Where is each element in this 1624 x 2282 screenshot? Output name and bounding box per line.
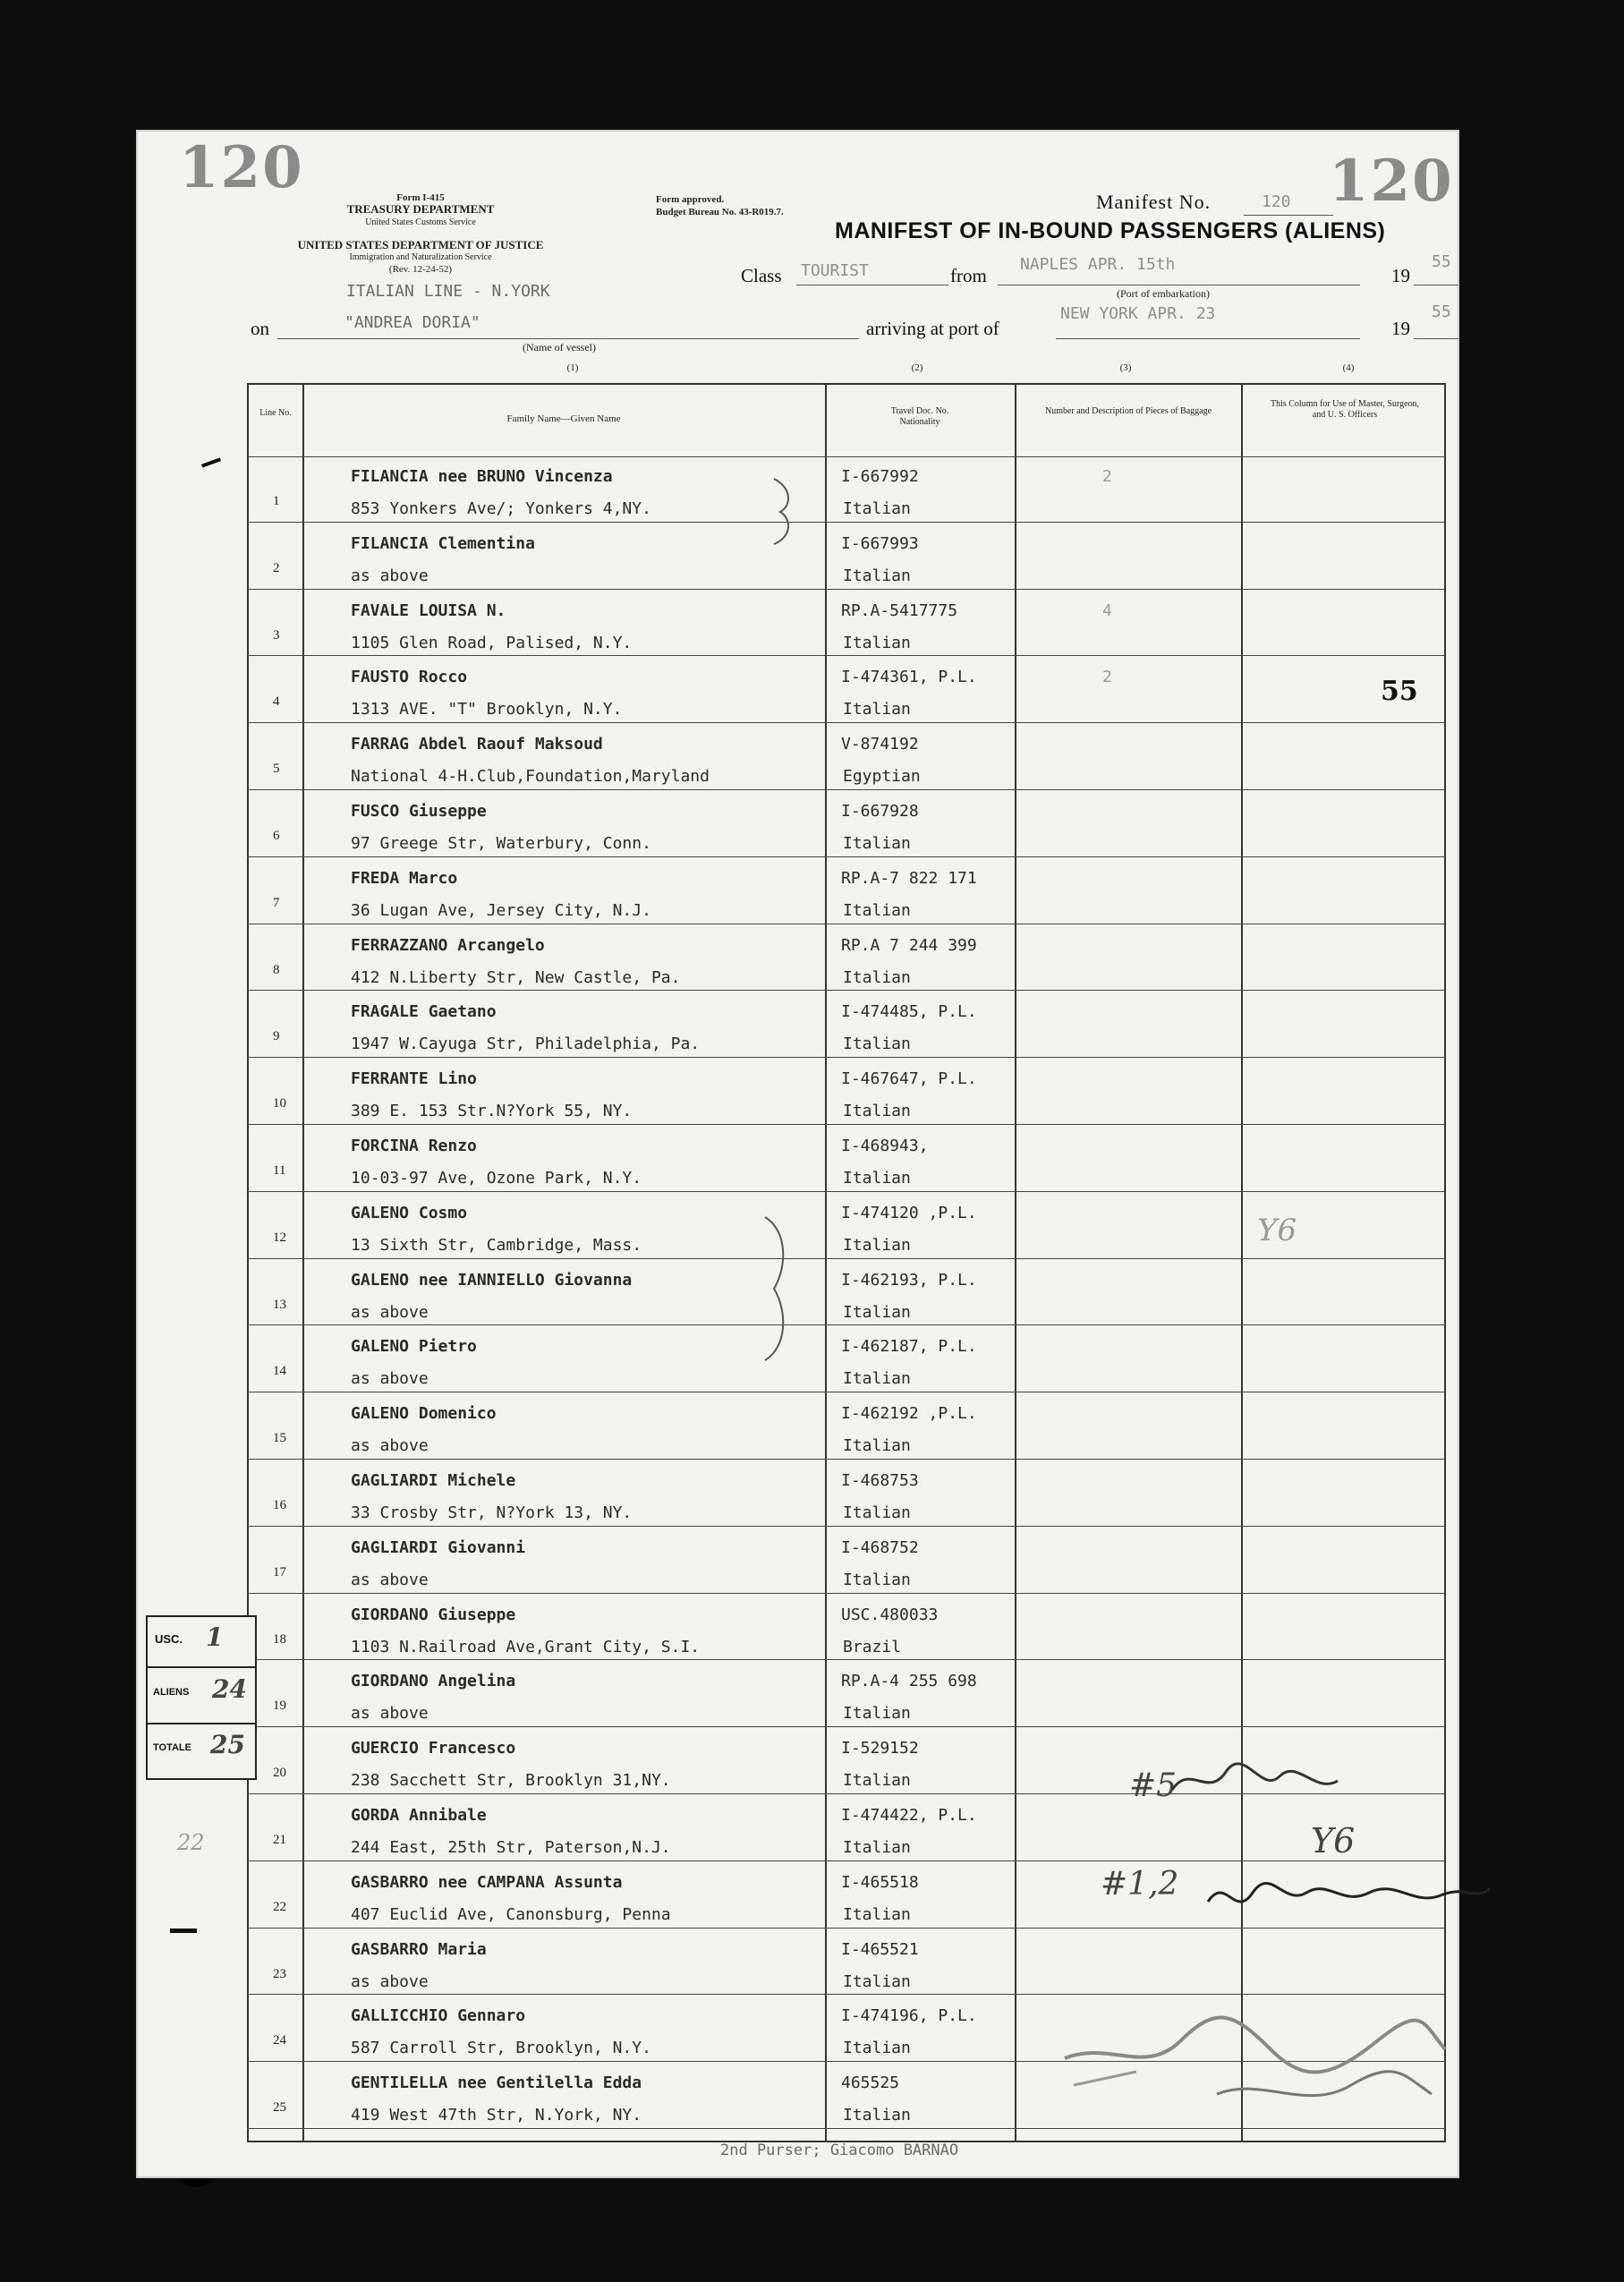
revision: (Rev. 12-24-52) xyxy=(388,264,453,275)
nationality: Italian xyxy=(843,967,911,987)
passenger-name: GALLICCHIO Gennaro xyxy=(351,2006,526,2026)
passenger-name: GASBARRO nee CAMPANA Assunta xyxy=(351,1872,623,1892)
travel-doc-no: I-667993 xyxy=(841,533,919,553)
passenger-address: 853 Yonkers Ave/; Yonkers 4,NY. xyxy=(351,499,651,518)
travel-doc-no: USC.480033 xyxy=(841,1605,939,1624)
passenger-address: National 4-H.Club,Foundation,Maryland xyxy=(351,767,710,787)
line-number: 8 xyxy=(273,962,280,977)
passenger-address: 13 Sixth Str, Cambridge, Mass. xyxy=(351,1235,642,1255)
nationality: Italian xyxy=(843,1102,911,1121)
budget-bureau: Budget Bureau No. 43-R019.7. xyxy=(656,207,784,217)
shipping-line: ITALIAN LINE - N.YORK xyxy=(346,282,550,301)
bracket-mark xyxy=(769,474,796,546)
year-prefix-from: 19 xyxy=(1391,265,1410,286)
nationality: Egyptian xyxy=(843,767,921,787)
col-header-line-no: Line No. xyxy=(259,408,292,418)
col-divider xyxy=(825,385,827,2141)
nationality: Italian xyxy=(843,1302,911,1322)
travel-doc-no: I-529152 xyxy=(841,1739,919,1758)
row-divider xyxy=(247,1191,1444,1192)
passenger-address: 1313 AVE. "T" Brooklyn, N.Y. xyxy=(351,700,623,720)
from-value: NAPLES APR. 15th xyxy=(1020,255,1176,274)
passenger-address: 407 Euclid Ave, Canonsburg, Penna xyxy=(351,1904,671,1924)
row-divider xyxy=(247,1726,1444,1727)
tally-divider xyxy=(148,1723,255,1724)
note-annotation: #5 xyxy=(1129,1767,1178,1804)
page-title: MANIFEST OF IN-BOUND PASSENGERS (ALIENS) xyxy=(835,218,1386,243)
col-num-3: (3) xyxy=(1119,362,1132,373)
travel-doc-no: I-462187, P.L. xyxy=(841,1337,977,1357)
nationality: Italian xyxy=(843,1838,911,1857)
vessel-line xyxy=(277,338,859,339)
tally-usc-label: USC. xyxy=(155,1632,183,1646)
travel-doc-no: I-474361, P.L. xyxy=(841,668,977,687)
purser-name: 2nd Purser; Giacomo BARNAO xyxy=(720,2142,959,2159)
nationality: Italian xyxy=(843,499,911,518)
tally-usc-value: 1 xyxy=(206,1622,224,1652)
passenger-address: 244 East, 25th Str, Paterson,N.J. xyxy=(351,1838,671,1857)
tally-totale-label: TOTALE xyxy=(153,1742,191,1753)
travel-doc-no: I-667928 xyxy=(841,802,919,821)
line-number: 7 xyxy=(273,895,280,910)
nationality: Italian xyxy=(843,834,911,853)
nationality: Italian xyxy=(843,900,911,920)
row-divider xyxy=(247,1057,1444,1058)
nationality: Italian xyxy=(843,1704,911,1724)
nationality: Italian xyxy=(843,1235,911,1255)
passenger-name: FARRAG Abdel Raouf Maksoud xyxy=(351,735,603,754)
line-number: 10 xyxy=(273,1096,286,1111)
from-label: from xyxy=(950,265,987,286)
passenger-address: as above xyxy=(351,1570,429,1589)
col-header-travel: Travel Doc. No. Nationality xyxy=(890,406,949,427)
line-number: 3 xyxy=(273,627,280,643)
passenger-name: GAGLIARDI Giovanni xyxy=(351,1537,526,1557)
passenger-name: FAUSTO Rocco xyxy=(351,668,468,687)
row-divider xyxy=(247,1459,1444,1460)
nationality: Italian xyxy=(843,700,911,720)
signature-scribble xyxy=(1199,1870,1494,1924)
passenger-name: GIORDANO Giuseppe xyxy=(351,1605,516,1624)
passenger-name: FORCINA Renzo xyxy=(351,1137,477,1155)
passenger-name: FREDA Marco xyxy=(351,868,458,888)
passenger-address: as above xyxy=(351,1704,429,1724)
line-number: 20 xyxy=(273,1766,286,1781)
justice-dept: UNITED STATES DEPARTMENT OF JUSTICE xyxy=(297,238,544,251)
passenger-address: as above xyxy=(351,1971,429,1991)
row-divider xyxy=(247,1928,1444,1929)
baggage-count: 2 xyxy=(1102,467,1112,486)
line-number: 2 xyxy=(273,560,280,575)
line-number: 4 xyxy=(273,694,280,710)
nationality: Italian xyxy=(843,1369,911,1389)
port-embark-caption: (Port of embarkation) xyxy=(1117,287,1210,300)
line-number: 15 xyxy=(273,1431,286,1446)
travel-doc-no: I-474422, P.L. xyxy=(841,1806,977,1825)
manifest-no-value: 120 xyxy=(1262,192,1291,211)
passenger-address: 1947 W.Cayuga Str, Philadelphia, Pa. xyxy=(351,1035,701,1054)
nationality: Italian xyxy=(843,1771,911,1791)
row-divider xyxy=(247,722,1444,723)
row-divider xyxy=(247,589,1444,590)
line-number: 25 xyxy=(273,2100,286,2116)
passenger-address: as above xyxy=(351,1369,429,1389)
year-from: 55 xyxy=(1432,252,1451,271)
travel-doc-no: RP.A 7 244 399 xyxy=(841,935,977,955)
baggage-count: 4 xyxy=(1102,600,1112,620)
passenger-address: 412 N.Liberty Str, New Castle, Pa. xyxy=(351,967,681,987)
nationality: Italian xyxy=(843,1436,911,1456)
col-header-baggage: Number and Description of Pieces of Baggage xyxy=(1044,406,1212,416)
passenger-address: 587 Carroll Str, Brooklyn, N.Y. xyxy=(351,2039,651,2058)
line-number: 13 xyxy=(273,1297,286,1312)
passenger-name: FAVALE LOUISA N. xyxy=(351,600,506,620)
passenger-address: as above xyxy=(351,1302,429,1322)
line-number: 12 xyxy=(273,1230,286,1245)
vessel-name: "ANDREA DORIA" xyxy=(344,313,480,332)
col-header-name: Family Name—Given Name xyxy=(506,413,621,424)
line-number: 6 xyxy=(273,829,280,843)
travel-doc-no: I-462193, P.L. xyxy=(841,1270,977,1290)
line-number: 9 xyxy=(273,1029,280,1044)
row-divider xyxy=(247,1659,1444,1660)
nationality: Italian xyxy=(843,2106,911,2125)
line-number: 18 xyxy=(273,1631,286,1647)
col-header-officers: This Column for Use of Master, Surgeon, and U. S. Officers xyxy=(1270,399,1420,420)
nationality: Italian xyxy=(843,2039,911,2058)
travel-doc-no: V-874192 xyxy=(841,735,919,754)
passenger-address: 238 Sacchett Str, Brooklyn 31,NY. xyxy=(351,1771,671,1791)
passenger-name: FUSCO Giuseppe xyxy=(351,802,487,821)
row-divider xyxy=(247,1258,1444,1259)
ins-service: Immigration and Naturalization Service xyxy=(349,252,492,262)
passenger-name: GASBARRO Maria xyxy=(351,1939,487,1959)
arriving-label: arriving at port of xyxy=(866,318,999,339)
customs-service: United States Customs Service xyxy=(365,217,476,227)
header-divider xyxy=(249,456,1444,457)
passenger-address: 33 Crosby Str, N?York 13, NY. xyxy=(351,1503,633,1522)
row-divider xyxy=(247,1593,1444,1594)
line-number: 19 xyxy=(273,1699,286,1714)
passenger-name: GORDA Annibale xyxy=(351,1806,487,1825)
nationality: Italian xyxy=(843,1971,911,1991)
travel-doc-no: I-467647, P.L. xyxy=(841,1069,977,1089)
row-divider xyxy=(247,1526,1444,1527)
manifest-no-label: Manifest No. xyxy=(1096,191,1212,213)
travel-doc-no: I-474196, P.L. xyxy=(841,2006,977,2026)
nationality: Italian xyxy=(843,1035,911,1054)
travel-doc-no: I-462192 ,P.L. xyxy=(841,1404,977,1424)
form-number: Form I-415 xyxy=(396,192,445,203)
passenger-address: 36 Lugan Ave, Jersey City, N.J. xyxy=(351,900,651,920)
nationality: Italian xyxy=(843,1503,911,1522)
arriving-line xyxy=(1056,338,1360,339)
on-label: on xyxy=(251,318,269,339)
line-number: 5 xyxy=(273,762,280,777)
passenger-name: GALENO nee IANNIELLO Giovanna xyxy=(351,1270,633,1290)
tally-divider xyxy=(148,1666,255,1668)
travel-doc-no: I-468753 xyxy=(841,1471,919,1490)
passenger-address: 10-03-97 Ave, Ozone Park, N.Y. xyxy=(351,1169,642,1188)
line-number: 16 xyxy=(273,1498,286,1512)
passenger-address: 1105 Glen Road, Palised, N.Y. xyxy=(351,633,633,652)
line-number: 22 xyxy=(273,1899,286,1914)
year-prefix-arrive: 19 xyxy=(1391,318,1410,339)
year-arrive: 55 xyxy=(1432,302,1451,321)
passenger-name: GAGLIARDI Michele xyxy=(351,1471,516,1490)
note-annotation: #1,2 xyxy=(1101,1866,1179,1903)
passenger-name: FILANCIA Clementina xyxy=(351,533,535,553)
passenger-address: as above xyxy=(351,1436,429,1456)
line-number: 21 xyxy=(273,1833,286,1847)
margin-mark xyxy=(170,1929,197,1933)
passenger-name: FRAGALE Gaetano xyxy=(351,1002,497,1022)
page-stamp-right: 120 xyxy=(1329,148,1454,215)
line-number: 17 xyxy=(273,1564,286,1580)
manifest-no-line xyxy=(1244,215,1333,216)
class-label: Class xyxy=(741,265,782,286)
travel-doc-no: RP.A-7 822 171 xyxy=(841,868,977,888)
travel-doc-no: I-468943, xyxy=(841,1137,929,1155)
nationality: Italian xyxy=(843,1169,911,1188)
nationality: Italian xyxy=(843,1570,911,1589)
y6-annotation: Y6 xyxy=(1311,1821,1356,1861)
arriving-value: NEW YORK APR. 23 xyxy=(1060,304,1216,323)
line-number: 1 xyxy=(273,494,280,508)
col-num-4: (4) xyxy=(1342,362,1355,373)
passenger-address: 419 West 47th Str, N.York, NY. xyxy=(351,2106,642,2125)
page-stamp-left: 120 xyxy=(179,134,304,201)
row-divider xyxy=(247,1324,1444,1325)
nationality: Italian xyxy=(843,566,911,585)
passenger-name: GENTILELLA nee Gentilella Edda xyxy=(351,2073,642,2093)
nationality: Italian xyxy=(843,1904,911,1924)
nationality: Italian xyxy=(843,633,911,652)
bracket-mark xyxy=(761,1213,796,1365)
row-divider xyxy=(247,990,1444,991)
row-divider xyxy=(247,522,1444,523)
passenger-name: FERRANTE Lino xyxy=(351,1069,477,1089)
line-number: 11 xyxy=(273,1163,286,1178)
passenger-name: GUERCIO Francesco xyxy=(351,1739,516,1758)
travel-doc-no: 465525 xyxy=(841,2073,900,2093)
passenger-address: 97 Greege Str, Waterbury, Conn. xyxy=(351,834,651,853)
passenger-name: GALENO Domenico xyxy=(351,1404,497,1424)
passenger-name: FILANCIA nee BRUNO Vincenza xyxy=(351,467,613,486)
row-divider xyxy=(247,655,1444,656)
class-value: TOURIST xyxy=(801,261,869,280)
treasury-dept: TREASURY DEPARTMENT xyxy=(346,202,495,216)
baggage-count: 2 xyxy=(1102,668,1112,687)
tally-totale-value: 25 xyxy=(210,1730,245,1759)
tally-aliens-value: 24 xyxy=(212,1674,247,1704)
tally-aliens-label: ALIENS xyxy=(153,1687,190,1698)
row-divider xyxy=(247,1124,1444,1125)
passenger-address: 389 E. 153 Str.N?York 55, NY. xyxy=(351,1102,633,1121)
line-number: 24 xyxy=(273,2033,286,2048)
row-divider xyxy=(247,789,1444,790)
officer-signature xyxy=(1038,1987,1450,2130)
tally-box xyxy=(146,1615,257,1780)
col-num-2: (2) xyxy=(911,362,923,373)
travel-doc-no: I-465518 xyxy=(841,1872,919,1892)
col-num-1: (1) xyxy=(566,362,579,373)
line-number: 23 xyxy=(273,1966,286,1981)
y6-annotation: Y6 xyxy=(1257,1213,1297,1248)
passenger-name: GALENO Pietro xyxy=(351,1337,477,1357)
passenger-address: 1103 N.Railroad Ave,Grant City, S.I. xyxy=(351,1637,701,1656)
line-number: 14 xyxy=(273,1364,286,1379)
travel-doc-no: RP.A-4 255 698 xyxy=(841,1672,977,1691)
row-divider xyxy=(247,856,1444,857)
passenger-address: as above xyxy=(351,566,429,585)
form-approved: Form approved. xyxy=(656,194,725,205)
travel-doc-no: I-474485, P.L. xyxy=(841,1002,977,1022)
travel-doc-no: I-474120 ,P.L. xyxy=(841,1203,977,1222)
year-arrive-line xyxy=(1414,338,1458,339)
stray-annotation: 22 xyxy=(177,1830,205,1855)
passenger-name: GIORDANO Angelina xyxy=(351,1672,516,1691)
nationality: Brazil xyxy=(843,1637,902,1656)
signature-scribble xyxy=(1163,1754,1342,1808)
col-divider xyxy=(1015,385,1016,2141)
vessel-caption: (Name of vessel) xyxy=(523,341,596,353)
travel-doc-no: I-667992 xyxy=(841,467,919,486)
travel-doc-no: I-468752 xyxy=(841,1537,919,1557)
col-divider xyxy=(302,385,304,2141)
travel-doc-no: I-465521 xyxy=(841,1939,919,1959)
passenger-name: FERRAZZANO Arcangelo xyxy=(351,935,545,955)
passenger-name: GALENO Cosmo xyxy=(351,1203,468,1222)
count-annotation: 55 xyxy=(1381,676,1418,707)
travel-doc-no: RP.A-5417775 xyxy=(841,600,958,620)
